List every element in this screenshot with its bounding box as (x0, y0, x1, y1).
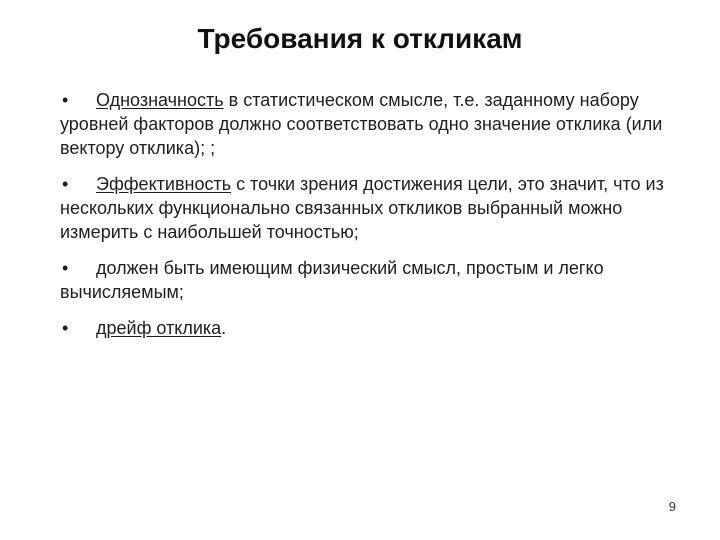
item-body: . (221, 318, 227, 338)
page-number: 9 (668, 499, 676, 514)
list-item-text (60, 172, 670, 244)
list-item-text (60, 88, 670, 160)
bullet-icon: • (62, 90, 69, 110)
item-body: должен быть имеющим физический смысл, простым и легко вычисляемым; (60, 258, 604, 302)
slide-title: Требования к откликам (197, 23, 523, 54)
underlined-term: дрейф отклика (96, 318, 222, 338)
item-body: с точки зрения достижения цели, это значит, что из нескольких функционально связанных откликов выбранный можно измерить с наибольшей точностью; (60, 174, 664, 242)
bullet-icon: • (62, 258, 69, 278)
list-item (60, 88, 670, 160)
bullet-icon: • (62, 318, 69, 338)
requirements-list (60, 88, 670, 352)
list-item (60, 316, 670, 340)
list-item (60, 256, 670, 304)
underlined-term: Однозначность (96, 90, 224, 110)
list-item-text (60, 316, 670, 340)
list-item-text (60, 256, 670, 304)
list-item (60, 172, 670, 244)
bullet-icon: • (62, 174, 69, 194)
underlined-term: Эффективность (96, 174, 232, 194)
item-body: в статистическом смысле, т.е. заданному набору уровней факторов должно соответствовать одно значение отклика (или вектору отклика); ; (60, 90, 663, 158)
